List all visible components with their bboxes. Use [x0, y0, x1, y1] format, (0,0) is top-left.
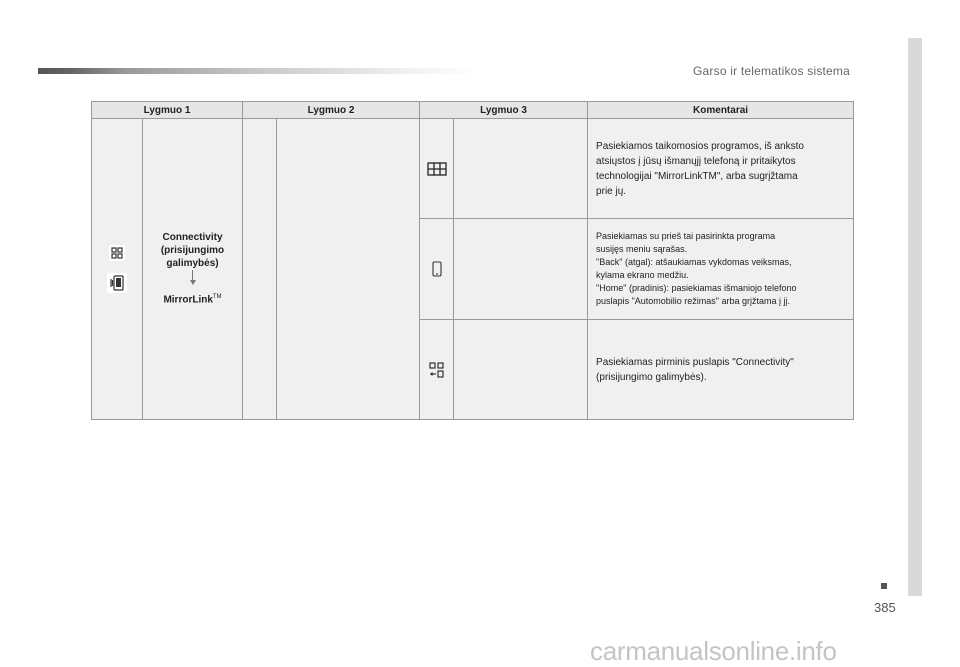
comment-text: Pasiekiamas su prieš tai pasirinkta programa susijęs meniu sąrašas. "Back" (atgal): atšaukiamas vykdomas veiksmas, kylama ekrano medžiu. "Home" (pradinis): pasiekiamas išmaniojo telefono puslapis "Automobilio režimas" arba grįžtama į jį.	[596, 231, 797, 306]
page-marker	[881, 583, 887, 589]
table-header-row	[92, 102, 854, 119]
connectivity-label-line3: galimybės)	[166, 258, 219, 270]
level3-icon-cell	[420, 219, 454, 320]
arrow-down-line	[192, 270, 193, 280]
trademark-sup: TM	[212, 294, 222, 301]
mirrorlink-label: MirrorLink™	[163, 294, 222, 306]
side-tab-strip	[908, 38, 922, 596]
section-title: Garso ir telematikos sistema	[693, 64, 850, 78]
level3-label-cell	[454, 119, 588, 219]
header-level-1: Lygmuo 1	[92, 102, 243, 119]
header-gradient-bar	[38, 68, 478, 74]
comment-cell	[588, 320, 854, 420]
level3-icon-cell	[420, 320, 454, 420]
smartphone-icon	[429, 259, 445, 279]
connectivity-back-icon	[428, 361, 446, 379]
level2-label-cell	[143, 119, 243, 420]
arrow-down-icon	[190, 280, 196, 285]
comment-text: Pasiekiamos taikomosios programos, iš anksto atsiųstos į jūsų išmanųjį telefoną ir pritaikytos technologijai "MirrorLinkTM", arba sugrįžtama prie jų.	[596, 140, 804, 197]
level3-label-cell	[454, 320, 588, 420]
watermark: carmanualsonline.info	[590, 636, 837, 666]
level1-icon-cell	[92, 119, 143, 420]
menu-table	[91, 101, 854, 420]
level2-empty-icon-cell	[243, 119, 277, 420]
comment-cell	[588, 119, 854, 219]
connectivity-label: Connectivity	[162, 232, 223, 244]
page-number: 385	[874, 600, 896, 615]
mirrorlink-phone-icon	[107, 273, 127, 293]
header-comments: Komentarai	[588, 102, 854, 119]
header-level-3: Lygmuo 3	[420, 102, 588, 119]
connectivity-label-line2: (prisijungimo	[160, 245, 225, 257]
comment-text: Pasiekiamas pirminis puslapis "Connectivity" (prisijungimo galimybės).	[596, 356, 794, 383]
level3-icon-cell	[420, 119, 454, 219]
level3-label-cell	[454, 219, 588, 320]
connectivity-grid-icon	[109, 245, 125, 261]
comment-cell	[588, 219, 854, 320]
table-row	[92, 119, 854, 219]
header-level-2: Lygmuo 2	[243, 102, 420, 119]
app-grid-icon	[426, 160, 448, 178]
level2-empty-label-cell	[277, 119, 420, 420]
